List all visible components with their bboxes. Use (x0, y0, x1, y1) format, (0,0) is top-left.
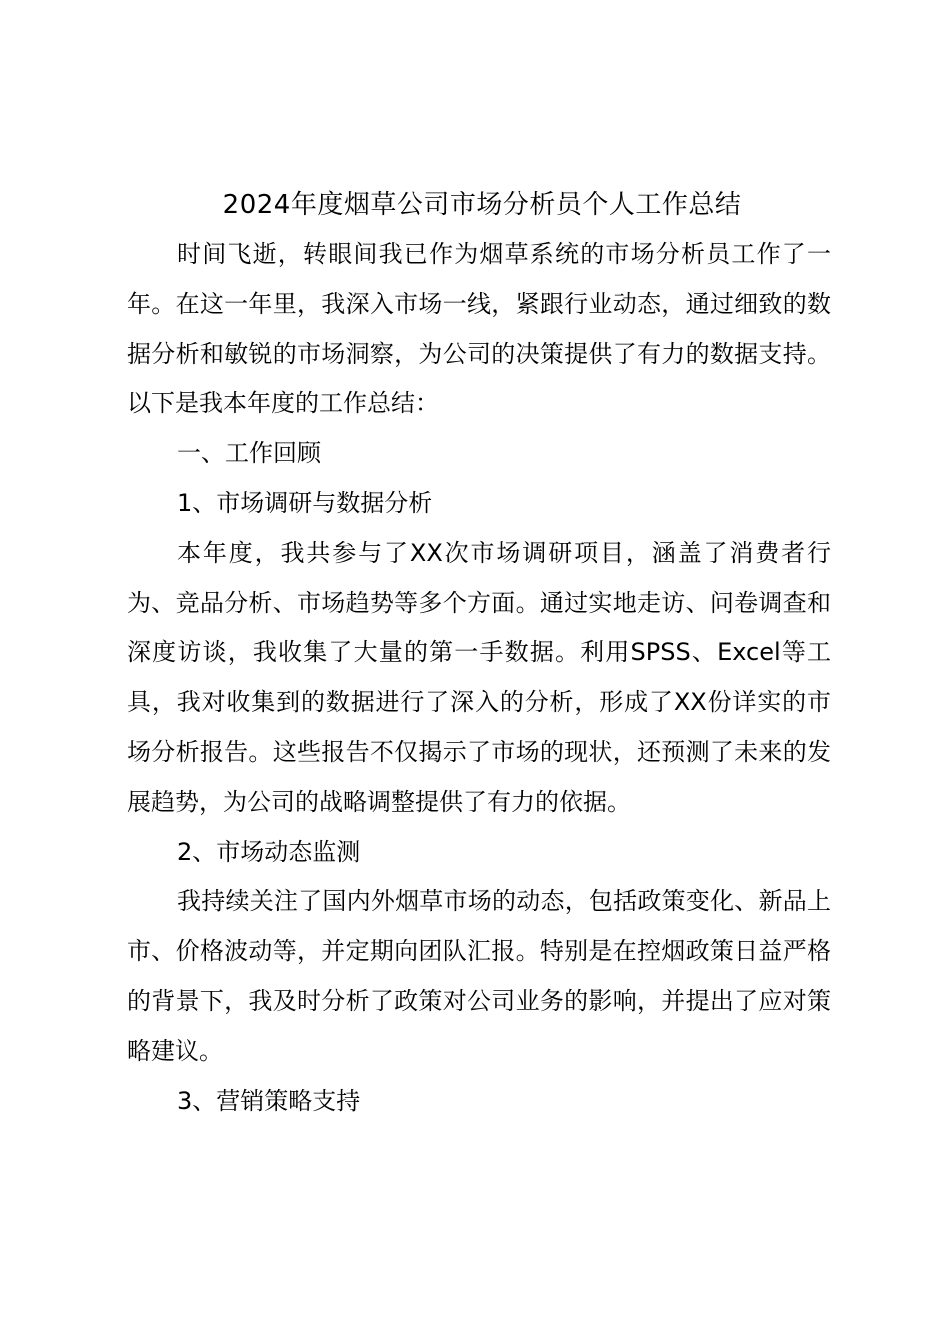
subheading-market-research: 1、市场调研与数据分析 (177, 488, 433, 517)
subheading-market-monitoring: 2、市场动态监测 (177, 837, 361, 866)
section-heading-work-review: 一、工作回顾 (177, 439, 321, 468)
market-research-paragraph: 本年度，我共参与了XX次市场调研项目，涵盖了消费者行为、竞品分析、市场趋势等多个方面。通过实地走访、问卷调查和深度访谈，我收集了大量的第一手数据。利用SPSS、Excel等工具，我对收集到的数据进行了深入的分析，形成了XX份详实的市场分析报告。这些报告不仅揭示了市场的现状，还预测了未来的发展趋势，为公司的战略调整提供了有力的依据。 (127, 538, 831, 816)
market-monitoring-paragraph: 我持续关注了国内外烟草市场的动态，包括政策变化、新品上市、价格波动等，并定期向团队汇报。特别是在控烟政策日益严格的背景下，我及时分析了政策对公司业务的影响，并提出了应对策略建议。 (127, 887, 831, 1065)
subheading-marketing-support: 3、营销策略支持 (177, 1086, 361, 1115)
intro-paragraph: 时间飞逝，转眼间我已作为烟草系统的市场分析员工作了一年。在这一年里，我深入市场一线，紧跟行业动态，通过细致的数据分析和敏锐的市场洞察，为公司的决策提供了有力的数据支持。以下是我本年度的工作总结： (127, 240, 831, 418)
document-title: 2024年度烟草公司市场分析员个人工作总结 (222, 190, 742, 220)
document-body (127, 180, 831, 1126)
